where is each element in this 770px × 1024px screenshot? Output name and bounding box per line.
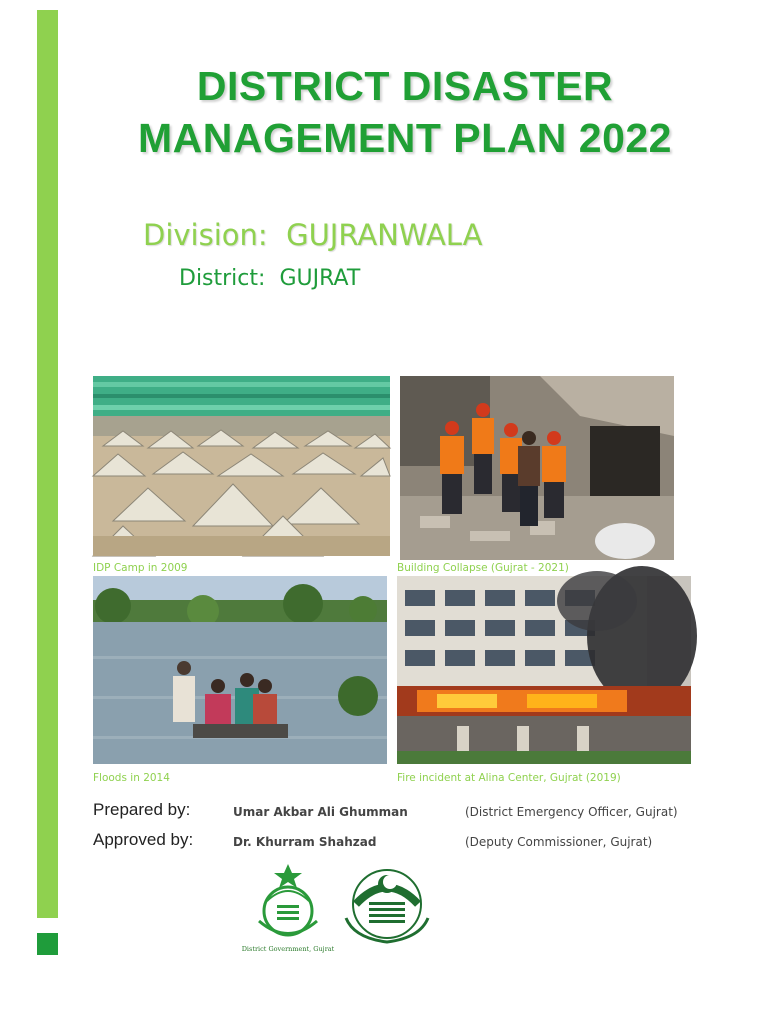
approved-by-name: Dr. Khurram Shahzad [233, 835, 377, 849]
prepared-by-role: (District Emergency Officer, Gujrat) [465, 805, 678, 819]
tent-camp-photo [93, 376, 390, 556]
title-line-1: DISTRICT DISASTER [196, 63, 614, 109]
photo-caption-2: Building Collapse (Gujrat - 2021) [397, 562, 569, 574]
district-logo-text: District Government, Gujrat [241, 945, 335, 953]
district-label: District: [179, 266, 266, 291]
side-accent-bar [37, 10, 58, 918]
punjab-seal-logo [334, 866, 440, 948]
photo-caption-4: Fire incident at Alina Center, Gujrat (2019) [397, 772, 621, 784]
district-value: GUJRAT [279, 266, 361, 291]
side-accent-square [37, 933, 58, 955]
prepared-by-name: Umar Akbar Ali Ghumman [233, 805, 408, 819]
district-government-logo [241, 861, 335, 956]
approved-by-label: Approved by: [93, 830, 194, 849]
division-value: GUJRANWALA [286, 218, 483, 252]
photo-caption-1: IDP Camp in 2009 [93, 562, 188, 574]
division-line [143, 218, 482, 252]
prepared-by-label: Prepared by: [93, 800, 191, 819]
district-line [179, 266, 360, 291]
rescue-workers-photo [400, 376, 674, 560]
flood-photo [93, 576, 387, 764]
photo-caption-3: Floods in 2014 [93, 772, 170, 784]
building-fire-photo [397, 576, 691, 764]
title-line-2: MANAGEMENT PLAN 2022 [138, 115, 672, 161]
division-label: Division: [143, 218, 268, 252]
approved-by-role: (Deputy Commissioner, Gujrat) [465, 835, 653, 849]
